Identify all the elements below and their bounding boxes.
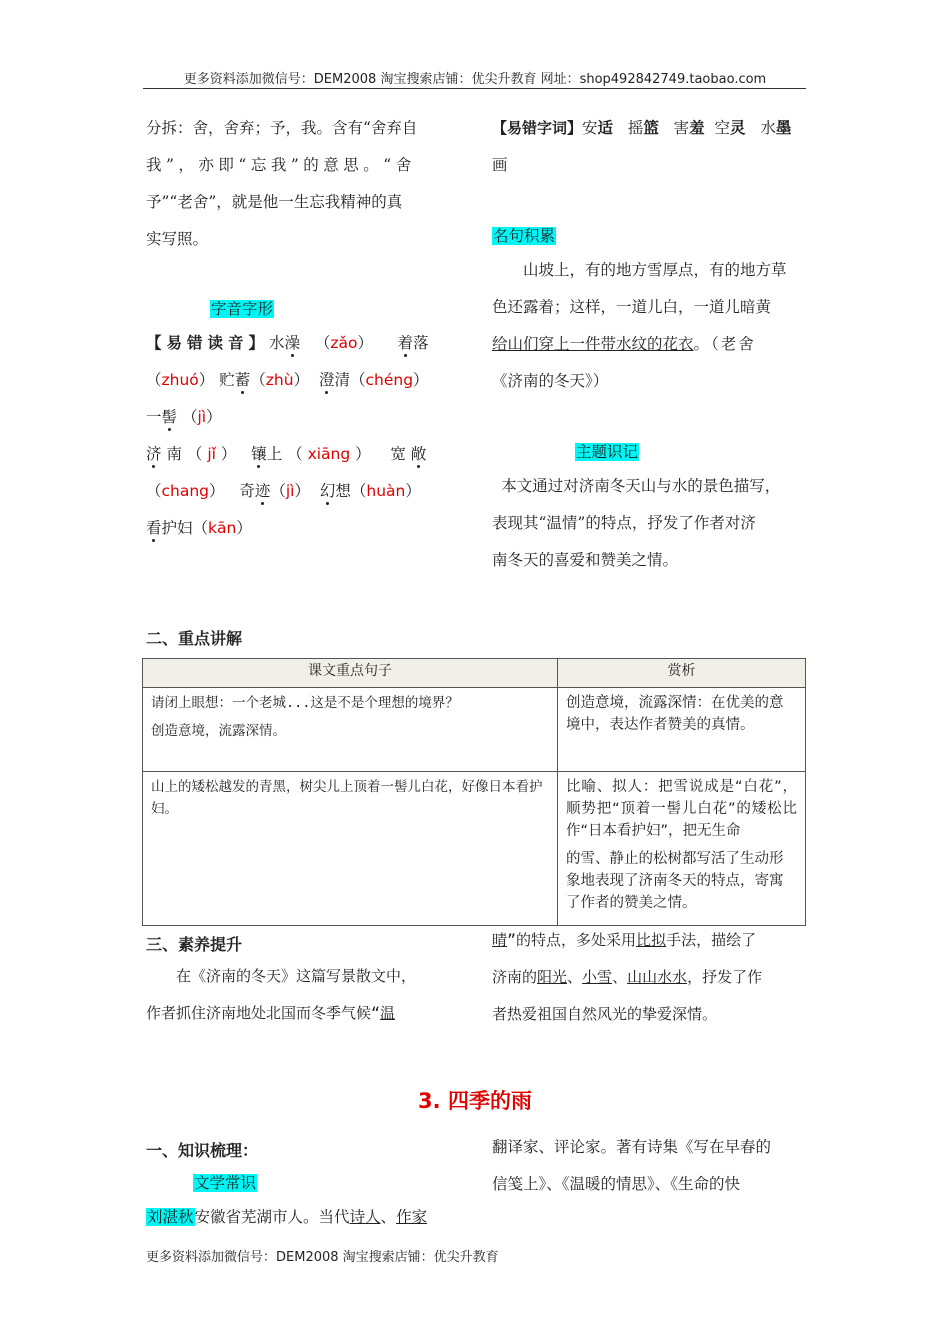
pinyin: chang bbox=[161, 482, 210, 500]
table-header-row bbox=[143, 659, 806, 688]
left-column bbox=[146, 110, 464, 258]
pinyin: chéng bbox=[365, 371, 414, 389]
pron-line: （zhuó） 贮蓄（zhù） 澄清（chéng） bbox=[146, 371, 429, 389]
s3-line: 作者抓住济南地处北国而冬季气候“温 bbox=[146, 1004, 396, 1022]
key-sentence-table bbox=[142, 658, 806, 926]
quote-line: 给山们穿上一件带水纹的花衣。（老舍 bbox=[492, 335, 756, 353]
theme-line: 表现其“温情”的特点，抒发了作者对济 bbox=[492, 514, 756, 532]
sentence-cell: 山上的矮松越发的青黑，树尖儿上顶着一髻儿白花，好像日本看护妇。 bbox=[143, 772, 558, 926]
quote-line: 山坡上，有的地方雪厚点，有的地方草 bbox=[523, 261, 787, 279]
quote-underlined: 给山们穿上一件带水纹的花衣 bbox=[492, 335, 694, 353]
author-name: 刘湛秋 bbox=[147, 1208, 194, 1226]
pinyin: zǎo bbox=[330, 334, 358, 352]
theme-line: 南冬天的喜爱和赞美之情。 bbox=[492, 551, 679, 569]
chapter3-right bbox=[492, 1129, 810, 1203]
pron-char: 看 bbox=[146, 519, 162, 537]
pron-line: 看护妇（kān） bbox=[146, 519, 252, 537]
c3-line: 信笺上》、《温暖的情思》、《生命的快 bbox=[492, 1175, 741, 1193]
pron-char: 敞 bbox=[410, 445, 427, 463]
pinyin: jǐ bbox=[207, 445, 216, 463]
pron-block bbox=[146, 324, 464, 547]
pinyin: kān bbox=[208, 519, 237, 537]
page-footer: 更多资料添加微信号：DEM2008 淘宝搜索店铺：优尖升教育 bbox=[146, 1250, 499, 1265]
pron-line: 济 南 （ jǐ ） 镶上 （ xiāng ） 宽 敞 bbox=[146, 445, 427, 463]
section3-right bbox=[492, 922, 808, 1033]
theme-line: 本文通过对济南冬天山与水的景色描写， bbox=[501, 477, 781, 495]
header-divider bbox=[143, 88, 806, 89]
pron-heading-text: 字音字形 bbox=[211, 300, 274, 318]
col-header: 赏析 bbox=[558, 659, 806, 688]
pron-line: 一髻 （jì） bbox=[146, 408, 222, 426]
pinyin: zhuó bbox=[161, 371, 199, 389]
analysis-line: 分拆：舍，舍弃；予，我。含有“舍弃自 bbox=[146, 119, 418, 137]
pron-char: 济 bbox=[146, 445, 162, 463]
pron-label: 【易错读音】 bbox=[146, 333, 270, 352]
analysis-line: 我”，亦即“忘我”的意思。“舍 bbox=[146, 156, 416, 174]
words-line: 画 bbox=[492, 156, 508, 174]
chapter-title: 3. 四季的雨 bbox=[418, 1089, 532, 1113]
pron-heading bbox=[210, 291, 274, 328]
pinyin: jì bbox=[197, 408, 207, 426]
lit-heading bbox=[193, 1165, 257, 1202]
analysis-cell: 创造意境，流露深情：在优美的意境中，表达作者赞美的真情。 bbox=[558, 688, 806, 772]
author-line: 刘湛秋安徽省芜湖市人。当代诗人、作家 bbox=[147, 1208, 428, 1226]
pron-char: 髻 bbox=[161, 408, 178, 426]
analysis-line: 予”“老舍”，就是他一生忘我精神的真 bbox=[146, 193, 403, 211]
table-row bbox=[143, 688, 806, 772]
theme-heading-text: 主题识记 bbox=[576, 443, 639, 461]
pinyin: zhù bbox=[265, 371, 294, 389]
pinyin: jì bbox=[285, 482, 295, 500]
lit-heading-text: 文学常识 bbox=[194, 1174, 257, 1192]
quote-heading bbox=[492, 218, 556, 255]
pinyin: xiāng bbox=[307, 445, 351, 463]
right-column bbox=[492, 110, 808, 184]
c3-line: 翻译家、评论家。著有诗集《写在早春的 bbox=[492, 1138, 772, 1156]
pron-char: 着 bbox=[397, 334, 414, 352]
analysis-line: 实写照。 bbox=[146, 230, 209, 248]
words-label: 【易错字词】 bbox=[492, 119, 583, 137]
quote-line: 色还露着；这样，一道儿白，一道儿暗黄 bbox=[492, 298, 772, 316]
pron-char: 镶 bbox=[251, 445, 267, 463]
s3-line: 在《济南的冬天》这篇写景散文中， bbox=[176, 967, 417, 985]
knowledge-title: 一、知识梳理： bbox=[146, 1141, 259, 1160]
words-line: 【易错字词】安适 摇篮 害羞 空灵 水墨 bbox=[492, 119, 792, 137]
s3-line: 者热爱祖国自然风光的挚爱深情。 bbox=[492, 1005, 718, 1023]
col-header: 课文重点句子 bbox=[143, 659, 558, 688]
section3-left bbox=[146, 958, 462, 1032]
pron-line: 【易错读音】水澡 （zǎo） 着落 bbox=[146, 333, 429, 352]
pron-char: 迹 bbox=[254, 482, 271, 500]
analysis-cell: 比喻、拟人：把雪说成是“白花”，顺势把“顶着一髻儿白花”的矮松比作“日本看护妇”，把无生命 的雪、静止的松树都写活了生动形象地表现了济南冬天的特点，寄寓了作者的赞美之情。 bbox=[558, 772, 806, 926]
theme-heading bbox=[575, 434, 639, 471]
section2-title: 二、重点讲解 bbox=[146, 629, 243, 648]
theme-block bbox=[492, 468, 810, 579]
page-header: 更多资料添加微信号：DEM2008 淘宝搜索店铺：优尖升教育 网址：shop492842749.taobao.com bbox=[183, 72, 767, 87]
s3-line: 济南的阳光、小雪、山山水水，抒发了作 bbox=[492, 968, 763, 986]
quote-block bbox=[492, 252, 808, 400]
pron-char: 澄 bbox=[318, 371, 335, 389]
quote-line: 《济南的冬天》） bbox=[492, 372, 609, 390]
pron-line: （chang） 奇迹（jì） 幻想（huàn） bbox=[146, 482, 421, 500]
pinyin: huàn bbox=[366, 482, 406, 500]
pron-char: 澡 bbox=[284, 334, 301, 352]
pron-char: 蓄 bbox=[234, 371, 251, 389]
pron-char: 幻 bbox=[319, 482, 336, 500]
sentence-cell: 请闭上眼想：一个老城...这是不是个理想的境界？ 创造意境，流露深情。 bbox=[143, 688, 558, 772]
section3-title: 三、素养提升 bbox=[146, 935, 243, 954]
quote-heading-text: 名句积累 bbox=[493, 227, 556, 245]
s3-line: 晴”的特点，多处采用比拟手法，描绘了 bbox=[492, 931, 757, 949]
table-row bbox=[143, 772, 806, 926]
